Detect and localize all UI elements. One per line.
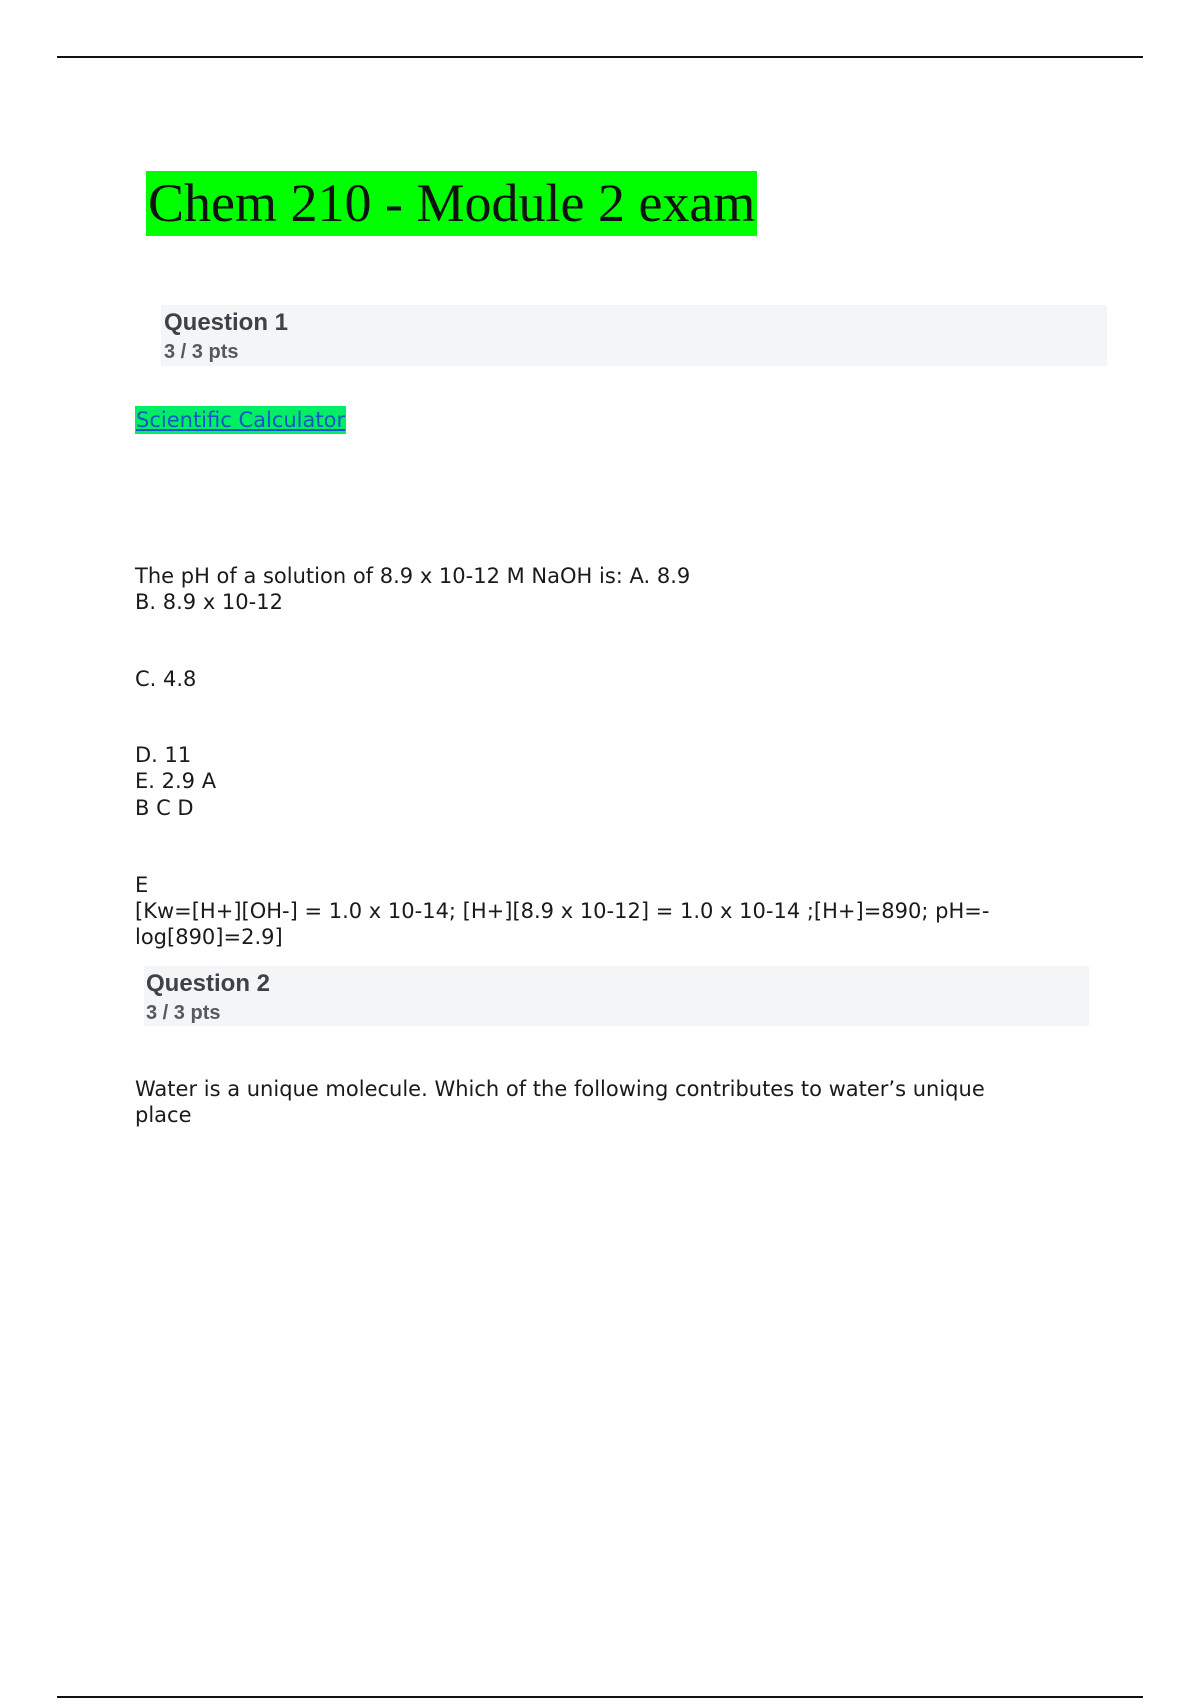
question-2-header bbox=[144, 966, 1089, 1026]
top-rule bbox=[57, 56, 1143, 58]
question-1-header bbox=[161, 305, 1107, 366]
question-2-title: Question 2 bbox=[146, 970, 271, 997]
question-1-title: Question 1 bbox=[164, 309, 289, 336]
question-1-prompt: The pH of a solution of 8.9 x 10-12 M NaOH is: A. 8.9 bbox=[135, 564, 691, 588]
document-title: Chem 210 - Module 2 exam bbox=[146, 171, 757, 236]
question-1-option-c: C. 4.8 bbox=[135, 667, 197, 691]
question-1-answer-letter-e: E bbox=[135, 873, 149, 897]
question-2-prompt-continued: place bbox=[135, 1103, 192, 1127]
question-1-points: 3 / 3 pts bbox=[164, 341, 239, 363]
question-1-option-b: B. 8.9 x 10-12 bbox=[135, 590, 283, 614]
question-2-prompt: Water is a unique molecule. Which of the following contributes to water’s unique bbox=[135, 1077, 985, 1101]
bottom-rule bbox=[57, 1696, 1143, 1698]
scientific-calculator-link[interactable]: Scientific Calculator bbox=[136, 408, 346, 432]
question-1-explanation-continued: log[890]=2.9] bbox=[135, 925, 283, 949]
question-1-option-d: D. 11 bbox=[135, 743, 192, 767]
question-1-explanation: [Kw=[H+][OH-] = 1.0 x 10-14; [H+][8.9 x 10-12] = 1.0 x 10-14 ;[H+]=890; pH=- bbox=[135, 899, 990, 923]
question-1-option-e: E. 2.9 A bbox=[135, 769, 217, 793]
question-1-answer-letters: B C D bbox=[135, 796, 194, 820]
question-2-points: 3 / 3 pts bbox=[146, 1002, 221, 1024]
